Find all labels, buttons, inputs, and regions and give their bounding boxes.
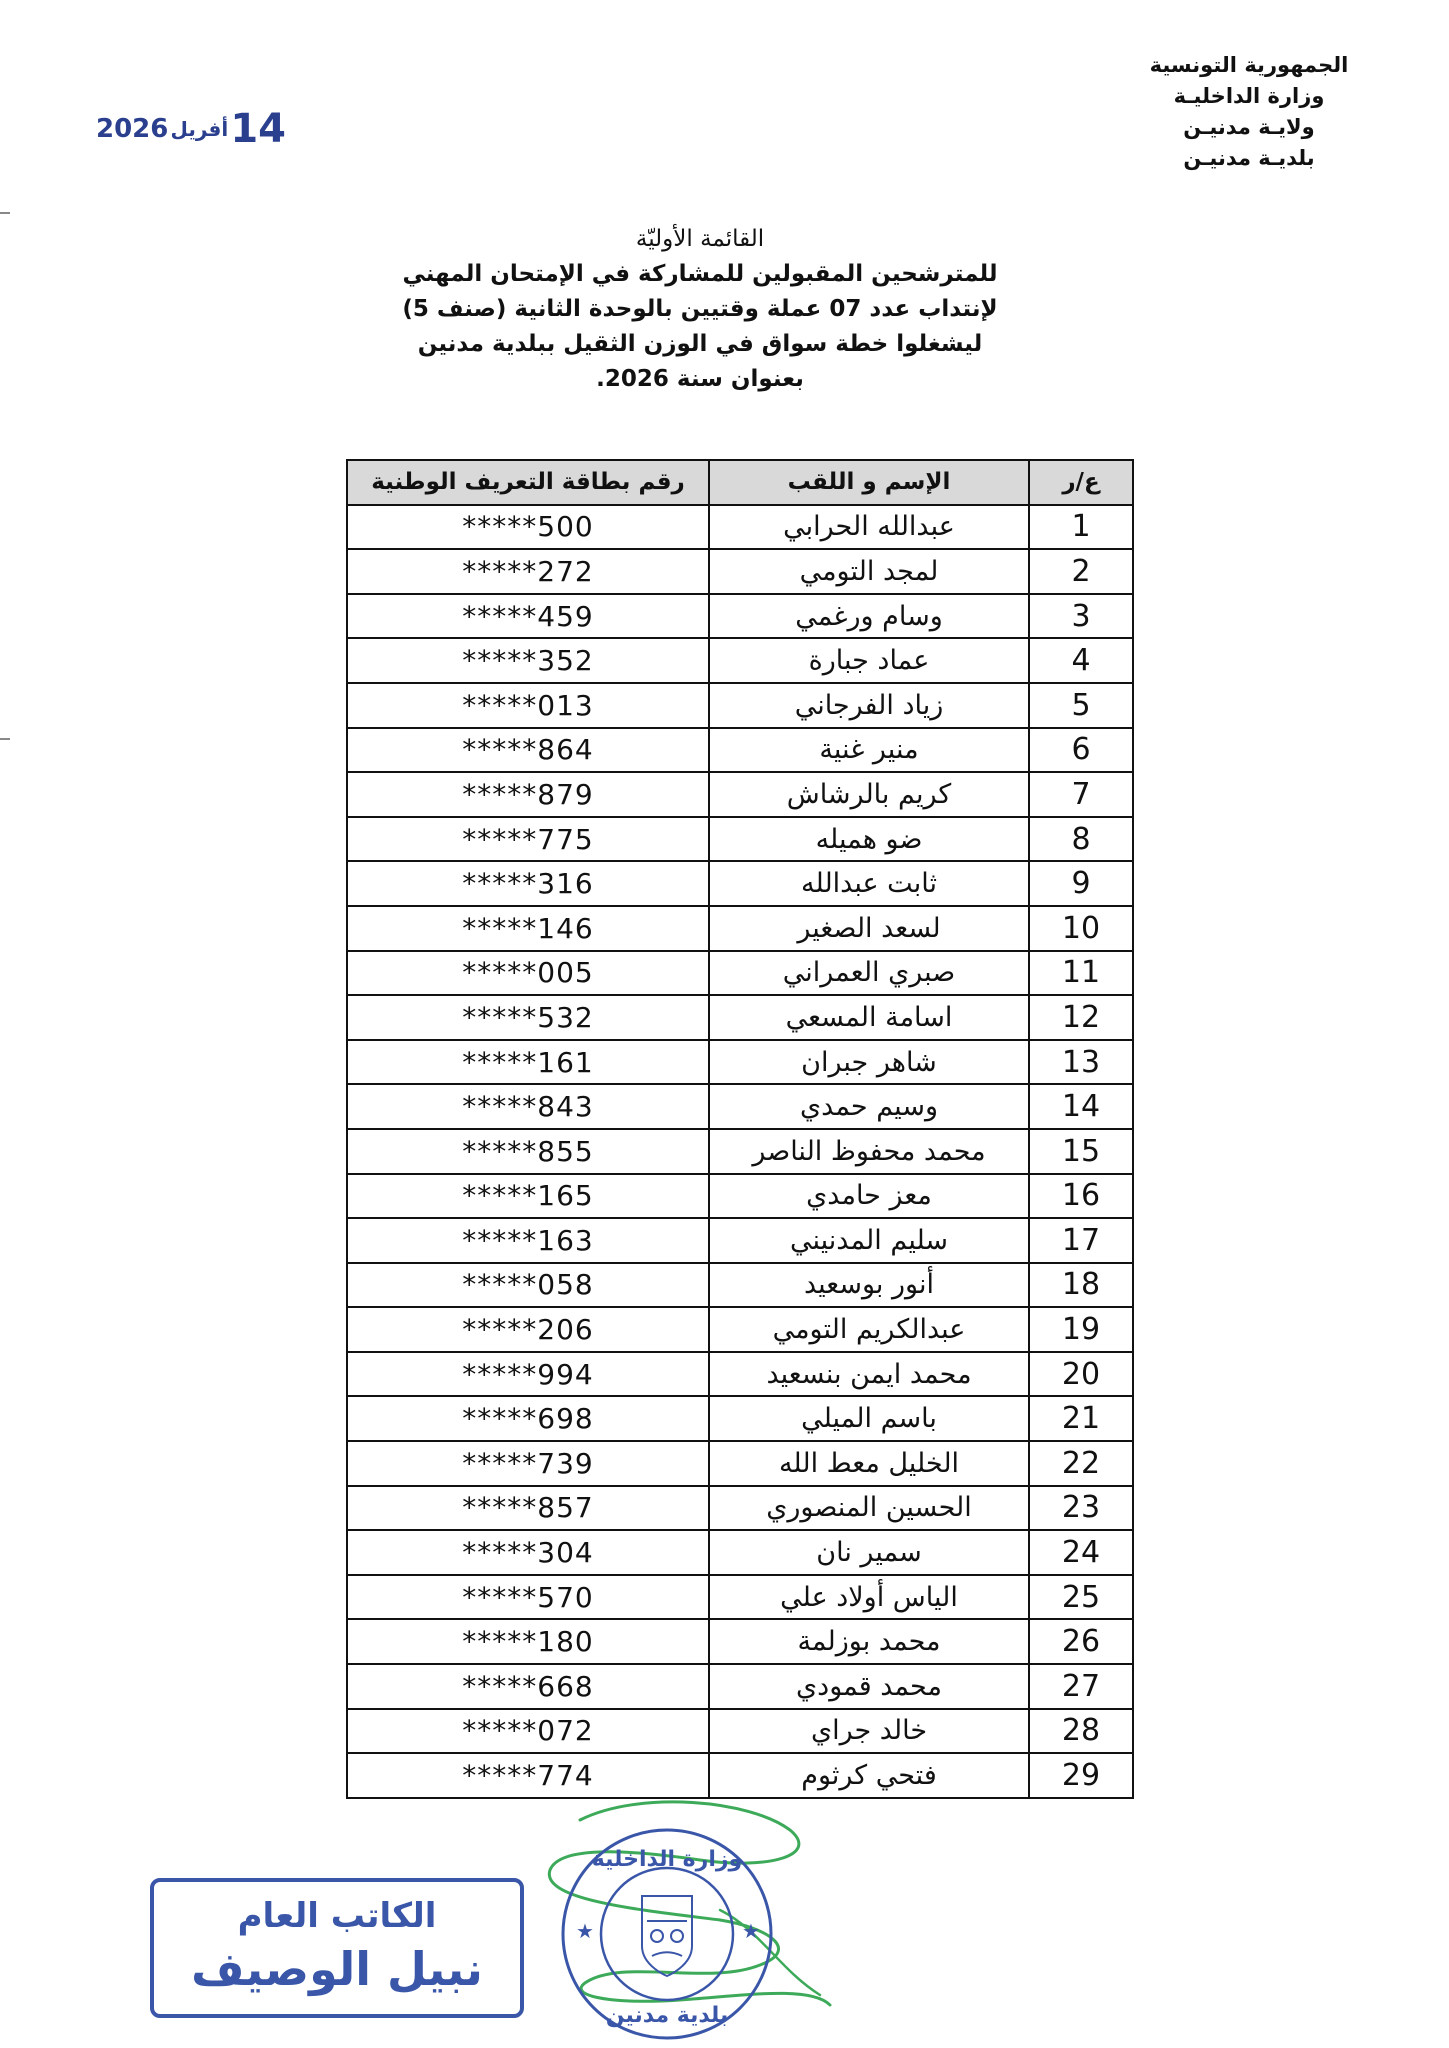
row-index: 10 [1029,906,1133,951]
row-name: عبدالله الحرابي [709,505,1029,550]
title-line: لإنتداب عدد 07 عملة وقتيين بالوحدة الثانية (صنف 5) [402,296,998,322]
table-row [347,1709,1133,1754]
table-row [347,1619,1133,1664]
row-index: 22 [1029,1441,1133,1486]
row-cin: *****698 [347,1396,709,1441]
header-line-republic: الجمهورية التونسية [1149,53,1349,77]
row-name: شاهر جبران [709,1040,1029,1085]
table-row [347,1441,1133,1486]
table-row [347,1575,1133,1620]
row-name: فتحي كرثوم [709,1753,1029,1798]
row-index: 21 [1029,1396,1133,1441]
row-cin: *****459 [347,594,709,639]
row-name: محمد قمودي [709,1664,1029,1709]
table-row [347,1664,1133,1709]
row-cin: *****864 [347,728,709,773]
table-row [347,906,1133,951]
row-index: 11 [1029,951,1133,996]
row-cin: *****500 [347,505,709,550]
row-name: لمجد التومي [709,549,1029,594]
row-name: وسام ورغمي [709,594,1029,639]
row-name: الياس أولاد علي [709,1575,1029,1620]
row-index: 17 [1029,1218,1133,1263]
candidates-table [346,459,1134,1799]
table-row [347,683,1133,728]
table-row [347,1486,1133,1531]
row-index: 27 [1029,1664,1133,1709]
row-cin: *****739 [347,1441,709,1486]
table-row [347,1307,1133,1352]
row-cin: *****304 [347,1530,709,1575]
municipality-seal [552,1826,782,2042]
svg-text:★: ★ [576,1919,594,1943]
row-cin: *****855 [347,1129,709,1174]
row-cin: *****843 [347,1084,709,1129]
row-name: زياد الفرجاني [709,683,1029,728]
date-stamp [96,104,286,154]
row-cin: *****532 [347,995,709,1040]
row-name: ثابت عبدالله [709,861,1029,906]
row-cin: *****570 [347,1575,709,1620]
scan-edge-mark [0,212,10,214]
row-index: 15 [1029,1129,1133,1174]
signatory-role: الكاتب العام [237,1896,437,1936]
signature-stamp [150,1878,524,2018]
row-cin: *****994 [347,1352,709,1397]
row-name: محمد محفوظ الناصر [709,1129,1029,1174]
seal-lettering: وزارة الداخلية [591,1847,743,1872]
table-row [347,728,1133,773]
row-cin: *****316 [347,861,709,906]
row-cin: *****146 [347,906,709,951]
row-cin: *****857 [347,1486,709,1531]
row-cin: *****879 [347,772,709,817]
row-name: صبري العمراني [709,951,1029,996]
row-cin: *****775 [347,817,709,862]
row-index: 5 [1029,683,1133,728]
row-index: 6 [1029,728,1133,773]
row-index: 7 [1029,772,1133,817]
table-row [347,995,1133,1040]
row-name: لسعد الصغير [709,906,1029,951]
row-index: 3 [1029,594,1133,639]
row-index: 25 [1029,1575,1133,1620]
table-row [347,1530,1133,1575]
table-row [347,505,1133,550]
row-index: 24 [1029,1530,1133,1575]
row-name: محمد ايمن بنسعيد [709,1352,1029,1397]
table-row [347,817,1133,862]
row-index: 13 [1029,1040,1133,1085]
table-body [347,505,1133,1798]
document-title [250,222,1150,397]
row-cin: *****005 [347,951,709,996]
row-name: وسيم حمدي [709,1084,1029,1129]
row-name: باسم الميلي [709,1396,1029,1441]
row-name: خالد جراي [709,1709,1029,1754]
table-row [347,1129,1133,1174]
table-row [347,1084,1133,1129]
row-cin: *****180 [347,1619,709,1664]
row-name: منير غنية [709,728,1029,773]
row-name: سمير نان [709,1530,1029,1575]
table-row [347,772,1133,817]
svg-text:★: ★ [742,1919,760,1943]
table-row [347,1396,1133,1441]
row-name: عبدالكريم التومي [709,1307,1029,1352]
row-name: سليم المدنيني [709,1218,1029,1263]
table-header-row [347,460,1133,505]
table-row [347,594,1133,639]
title-line: ليشغلوا خطة سواق في الوزن الثقيل ببلدية مدنين [417,331,983,357]
row-cin: *****161 [347,1040,709,1085]
signatory-name: نبيل الوصيف [191,1942,483,1996]
row-cin: *****206 [347,1307,709,1352]
table-row [347,951,1133,996]
row-index: 29 [1029,1753,1133,1798]
column-header-name: الإسم و اللقب [709,460,1029,505]
issuer-header [1119,50,1379,174]
row-cin: *****013 [347,683,709,728]
table-row [347,638,1133,683]
row-index: 19 [1029,1307,1133,1352]
row-name: ضو هميله [709,817,1029,862]
row-index: 14 [1029,1084,1133,1129]
row-cin: *****272 [347,549,709,594]
table-row [347,1218,1133,1263]
row-cin: *****163 [347,1218,709,1263]
row-index: 16 [1029,1174,1133,1219]
row-cin: *****058 [347,1263,709,1308]
row-name: الخليل معط الله [709,1441,1029,1486]
row-cin: *****774 [347,1753,709,1798]
header-line-governorate: ولايـة مدنيـن [1183,115,1315,139]
row-index: 2 [1029,549,1133,594]
table-row [347,861,1133,906]
seal-lettering: بلدية مدنين [605,2003,729,2028]
table-row [347,549,1133,594]
row-cin: *****072 [347,1709,709,1754]
table-row [347,1174,1133,1219]
header-line-municipality: بلديـة مدنيـن [1183,146,1315,170]
header-line-ministry: وزارة الداخليـة [1173,84,1325,108]
column-header-index: ع/ر [1029,460,1133,505]
table-row [347,1040,1133,1085]
row-index: 26 [1029,1619,1133,1664]
row-name: الحسين المنصوري [709,1486,1029,1531]
row-cin: *****352 [347,638,709,683]
date-year: 2026 [96,114,169,144]
row-name: محمد بوزلمة [709,1619,1029,1664]
table-row [347,1263,1133,1308]
table-row [347,1352,1133,1397]
row-index: 28 [1029,1709,1133,1754]
date-month: أفريل [170,117,229,141]
row-cin: *****165 [347,1174,709,1219]
row-name: اسامة المسعي [709,995,1029,1040]
row-index: 18 [1029,1263,1133,1308]
title-line: القائمة الأوليّة [635,226,765,252]
date-day: 14 [230,106,286,152]
row-index: 9 [1029,861,1133,906]
row-name: معز حامدي [709,1174,1029,1219]
row-name: كريم بالرشاش [709,772,1029,817]
row-index: 12 [1029,995,1133,1040]
row-index: 1 [1029,505,1133,550]
row-index: 20 [1029,1352,1133,1397]
title-line: بعنوان سنة 2026. [596,366,804,392]
scan-edge-mark [0,738,10,740]
title-line: للمترشحين المقبولين للمشاركة في الإمتحان المهني [402,261,998,287]
row-index: 8 [1029,817,1133,862]
row-name: عماد جبارة [709,638,1029,683]
row-index: 4 [1029,638,1133,683]
row-name: أنور بوسعيد [709,1263,1029,1308]
row-index: 23 [1029,1486,1133,1531]
row-cin: *****668 [347,1664,709,1709]
column-header-cin: رقم بطاقة التعريف الوطنية [347,460,709,505]
